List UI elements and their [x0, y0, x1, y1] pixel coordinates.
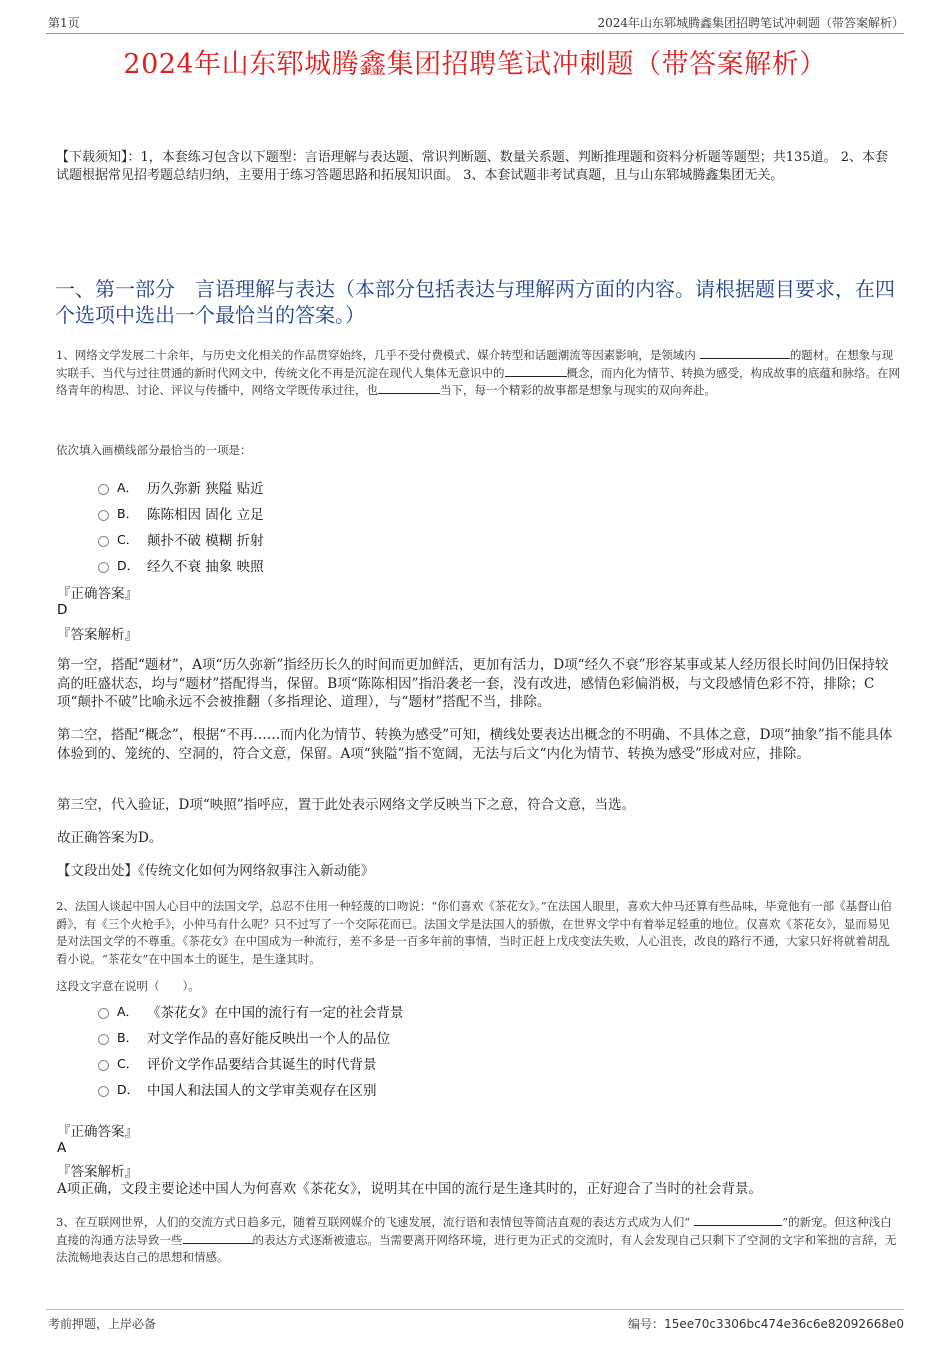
question-1-text	[56, 347, 900, 400]
option-text: 历久弥新 狭隘 贴近	[147, 481, 264, 497]
footer-slogan: 考前押题，上岸必备	[48, 1317, 157, 1331]
question-3-text	[56, 1214, 900, 1267]
option-letter: A．	[117, 480, 139, 495]
question-2-option-b[interactable]	[98, 1027, 390, 1047]
question-1-option-b[interactable]	[98, 503, 264, 523]
document-code	[628, 1315, 904, 1332]
question-1-part-c: 概念，而内化为情节、转换为感受，构成故事的底蕴和脉络。在网络青年的构思、讨论、评议与传播中，网络文学既传承过往，也	[56, 365, 900, 397]
page-number: 第1页	[48, 16, 80, 30]
analysis-paragraph-4: 故正确答案为D。	[57, 830, 163, 846]
option-text: 评价文学作品要结合其诞生的时代背景	[147, 1057, 377, 1073]
blank-2	[183, 1232, 253, 1244]
question-1-option-d[interactable]	[98, 555, 264, 575]
analysis-label: 『答案解析』	[57, 1164, 138, 1180]
radio-icon[interactable]	[98, 484, 109, 495]
analysis-paragraph-2: 第二空，搭配“概念”，根据“不再……而内化为情节、转换为感受”可知，横线处要表达出概念的不明确、不具体之意，D项“抽象”指不能具体体验到的、笼统的、空洞的，符合文意，保留。A项“狭隘”指不宽阔，无法与后文“内化为情节、转换为感受”形成对应，排除。	[57, 727, 893, 762]
question-2-prompt: 这段文字意在说明（ ）。	[56, 979, 200, 993]
question-1-prompt: 依次填入画横线部分最恰当的一项是：	[56, 443, 252, 457]
blank-3	[378, 382, 440, 394]
question-1-option-c[interactable]	[98, 529, 264, 549]
question-3-part-b: ”的新宠。但这种浅白直接的沟通方法导致一些	[56, 1215, 892, 1247]
header-divider	[46, 33, 904, 34]
radio-icon[interactable]	[98, 1060, 109, 1071]
option-letter: C．	[117, 532, 139, 547]
correct-answer-value: D	[57, 602, 68, 618]
question-1-part-b: 的题材。在想象与现实联手、当代与过往贯通的新时代网文中，传统文化不再是沉淀在现代人集体无意识中的	[56, 348, 894, 380]
option-letter: B．	[117, 1030, 139, 1045]
option-letter: D．	[117, 1082, 140, 1097]
option-letter: C．	[117, 1056, 139, 1071]
radio-icon[interactable]	[98, 1008, 109, 1019]
option-letter: B．	[117, 506, 139, 521]
question-3-part-a: 3、在互联网世界，人们的交流方式日趋多元，随着互联网媒介的飞速发展，流行语和表情包等简洁直观的表达方式成为人们“	[56, 1215, 691, 1229]
source-label: 【文段出处】	[57, 863, 138, 879]
blank-2	[505, 365, 567, 377]
analysis-paragraph: A项正确，文段主要论述中国人为何喜欢《茶花女》，说明其在中国的流行是生逢其时的，正好迎合了当时的社会背景。	[57, 1181, 762, 1197]
source-title: 《传统文化如何为网络叙事注入新动能》	[138, 863, 375, 879]
analysis-paragraph-1: 第一空，搭配“题材”，A项“历久弥新”指经历长久的时间而更加鲜活，更加有活力，D项“经久不衰”形容某事或某人经历很长时间仍旧保持较高的旺盛状态，均与“题材”搭配得当，保留。B项“陈陈相因”指沿袭老一套，没有改进，感情色彩偏消极，与文段感情色彩不符，排除；C项“颠扑不破”比喻永远不会被推翻（多指理论、道理），与“题材”搭配不当，排除。	[57, 657, 889, 710]
option-text: 中国人和法国人的文学审美观存在区别	[147, 1083, 377, 1099]
question-3-part-c: 的表达方式逐渐被遗忘。当需要离开网络环境，进行更为正式的交流时，有人会发现自己只剩下了空洞的文字和笨拙的言辞，无法流畅地表达自己的思想和情感。	[56, 1232, 897, 1264]
option-text: 对文学作品的喜好能反映出一个人的品位	[147, 1031, 390, 1047]
correct-answer-label: 『正确答案』	[57, 1124, 138, 1140]
option-text: 陈陈相因 固化 立足	[147, 507, 264, 523]
source-line	[57, 862, 895, 881]
question-2-option-d[interactable]	[98, 1079, 377, 1099]
option-text: 颠扑不破 模糊 折射	[147, 533, 264, 549]
code-label: 编号：	[628, 1317, 665, 1331]
question-2-text: 2、法国人谈起中国人心目中的法国文学，总忍不住用一种轻蔑的口吻说：“你们喜欢《茶花女》。”在法国人眼里，喜欢大仲马还算有些品味，毕竟他有一部《基督山伯爵》，有《三个火枪手》，小仲马有什么呢？只不过写了一个交际花而已。法国文学是法国人的骄傲，在世界文学中有着举足轻重的地位。仅喜欢《茶花女》，显而易见是对法国文学的不尊重。《茶花女》在中国成为一种流行，差不多是一百多年前的事情，当时正赶上戊戌变法失败，人心沮丧，改良的路行不通，大家只好将就着胡乱看小说。“茶花女”在中国本土的诞生，是生逢其时。	[56, 899, 892, 966]
section-heading: 一、第一部分 言语理解与表达（本部分包括表达与理解两方面的内容。请根据题目要求，在四个选项中选出一个最恰当的答案。）	[55, 277, 895, 327]
blank-1	[700, 347, 790, 359]
analysis-label: 『答案解析』	[57, 627, 138, 643]
radio-icon[interactable]	[98, 1034, 109, 1045]
option-letter: D．	[117, 558, 140, 573]
page-title: 2024年山东郓城腾鑫集团招聘笔试冲刺题（带答案解析）	[123, 49, 827, 80]
option-text: 经久不衰 抽象 映照	[147, 559, 264, 575]
code-value: 15ee70c3306bc474e36c6e82092668e0	[664, 1317, 904, 1331]
option-letter: A．	[117, 1004, 139, 1019]
footer-divider	[46, 1309, 904, 1310]
radio-icon[interactable]	[98, 1086, 109, 1097]
question-2-option-a[interactable]	[98, 1001, 404, 1021]
question-1-option-a[interactable]	[98, 477, 264, 497]
question-2-option-c[interactable]	[98, 1053, 377, 1073]
running-title: 2024年山东郓城腾鑫集团招聘笔试冲刺题（带答案解析）	[597, 16, 904, 30]
option-text: 《茶花女》在中国的流行有一定的社会背景	[147, 1005, 404, 1021]
download-notice: 【下载须知】：1，本套练习包含以下题型：言语理解与表达题、常识判断题、数量关系题、判断推理题和资料分析题等题型；共135道。 2、本套试题根据常见招考题总结归纳，主要用于练习答题思路和拓展知识面。 3、本套试题非考试真题，且与山东郓城腾鑫集团无关。	[56, 150, 888, 183]
blank-1	[694, 1214, 782, 1226]
radio-icon[interactable]	[98, 562, 109, 573]
correct-answer-label: 『正确答案』	[57, 586, 138, 602]
question-1-part-d: 当下，每一个精彩的故事都是想象与现实的双向奔赴。	[440, 383, 716, 397]
correct-answer-value: A	[57, 1140, 67, 1156]
question-1-part-a: 1、网络文学发展二十余年，与历史文化相关的作品贯穿始终，几乎不受付费模式、媒介转型和话题潮流等因素影响，是领域内	[56, 348, 696, 362]
radio-icon[interactable]	[98, 536, 109, 547]
analysis-paragraph-3: 第三空，代入验证，D项“映照”指呼应，置于此处表示网络文学反映当下之意，符合文意，当选。	[57, 797, 636, 813]
radio-icon[interactable]	[98, 510, 109, 521]
